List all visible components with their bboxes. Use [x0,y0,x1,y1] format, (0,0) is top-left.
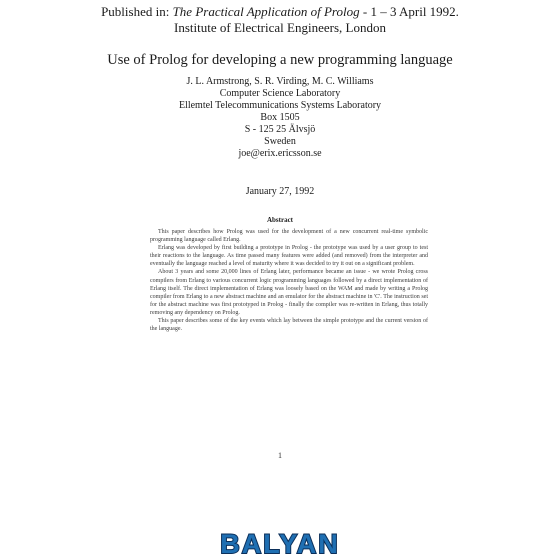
affiliation-line: S - 125 25 Älvsjö [244,124,316,135]
affiliation-line: Box 1505 [260,112,300,123]
affiliation-line: Ellemtel Telecommunications Systems Laboratory [178,100,382,111]
abstract-paragraph: This paper describes some of the key events which lay between the simple prototype and the current version of the language. [150,318,428,333]
abstract-paragraph: About 3 years and some 20,000 lines of Erlang later, performance became an issue - we wrote Prolog cross compilers from Erlang to various concurrent logic programming languages followed by a direct implementation of Erlang itself. The direct implementation of Erlang was loosely based on the WAM and made by writing a Prolog compiler from Erlang to a new abstract machine and an emulator for the abstract machine in 'C'. The instruction set for the abstract machine was first prototyped in Prolog - finally the compiler was re-written in Erlang, thus totally removing any dependency on Prolog. [150,269,428,316]
abstract-body [150,228,428,333]
watermark-logo [180,527,380,559]
abstract-paragraph: Erlang was developed by first building a prototype in Prolog - the prototype was used by a user group to test their reactions to the language. As time passed many features were added (and removed) from the interpreter and eventually the language reached a level of maturity where it was decided to try it out on a significant problem. [150,245,428,268]
publication-line [0,4,560,20]
authors: J. L. Armstrong, S. R. Virding, M. C. Williams [186,76,374,87]
abstract-heading: Abstract [266,216,294,224]
email: joe@erix.ericsson.se [238,148,322,159]
abstract-paragraph: This paper describes how Prolog was used for the development of a new concurrent real-time symbolic programming language called Erlang. [150,229,428,244]
published-venue: The Practical Application of Prolog [172,4,360,19]
watermark-text: BALYAN [220,529,340,559]
paper-date: January 27, 1992 [245,186,315,197]
affiliation-line: Computer Science Laboratory [219,88,341,99]
affiliation-line: Sweden [264,136,296,147]
paper-title: Use of Prolog for developing a new programming language [107,52,453,68]
author-block [0,76,560,160]
published-prefix: Published in: [101,4,173,19]
published-suffix: - 1 – 3 April 1992. [359,4,459,19]
institution-line: Institute of Electrical Engineers, London [174,20,386,35]
page-number: 1 [278,451,282,460]
